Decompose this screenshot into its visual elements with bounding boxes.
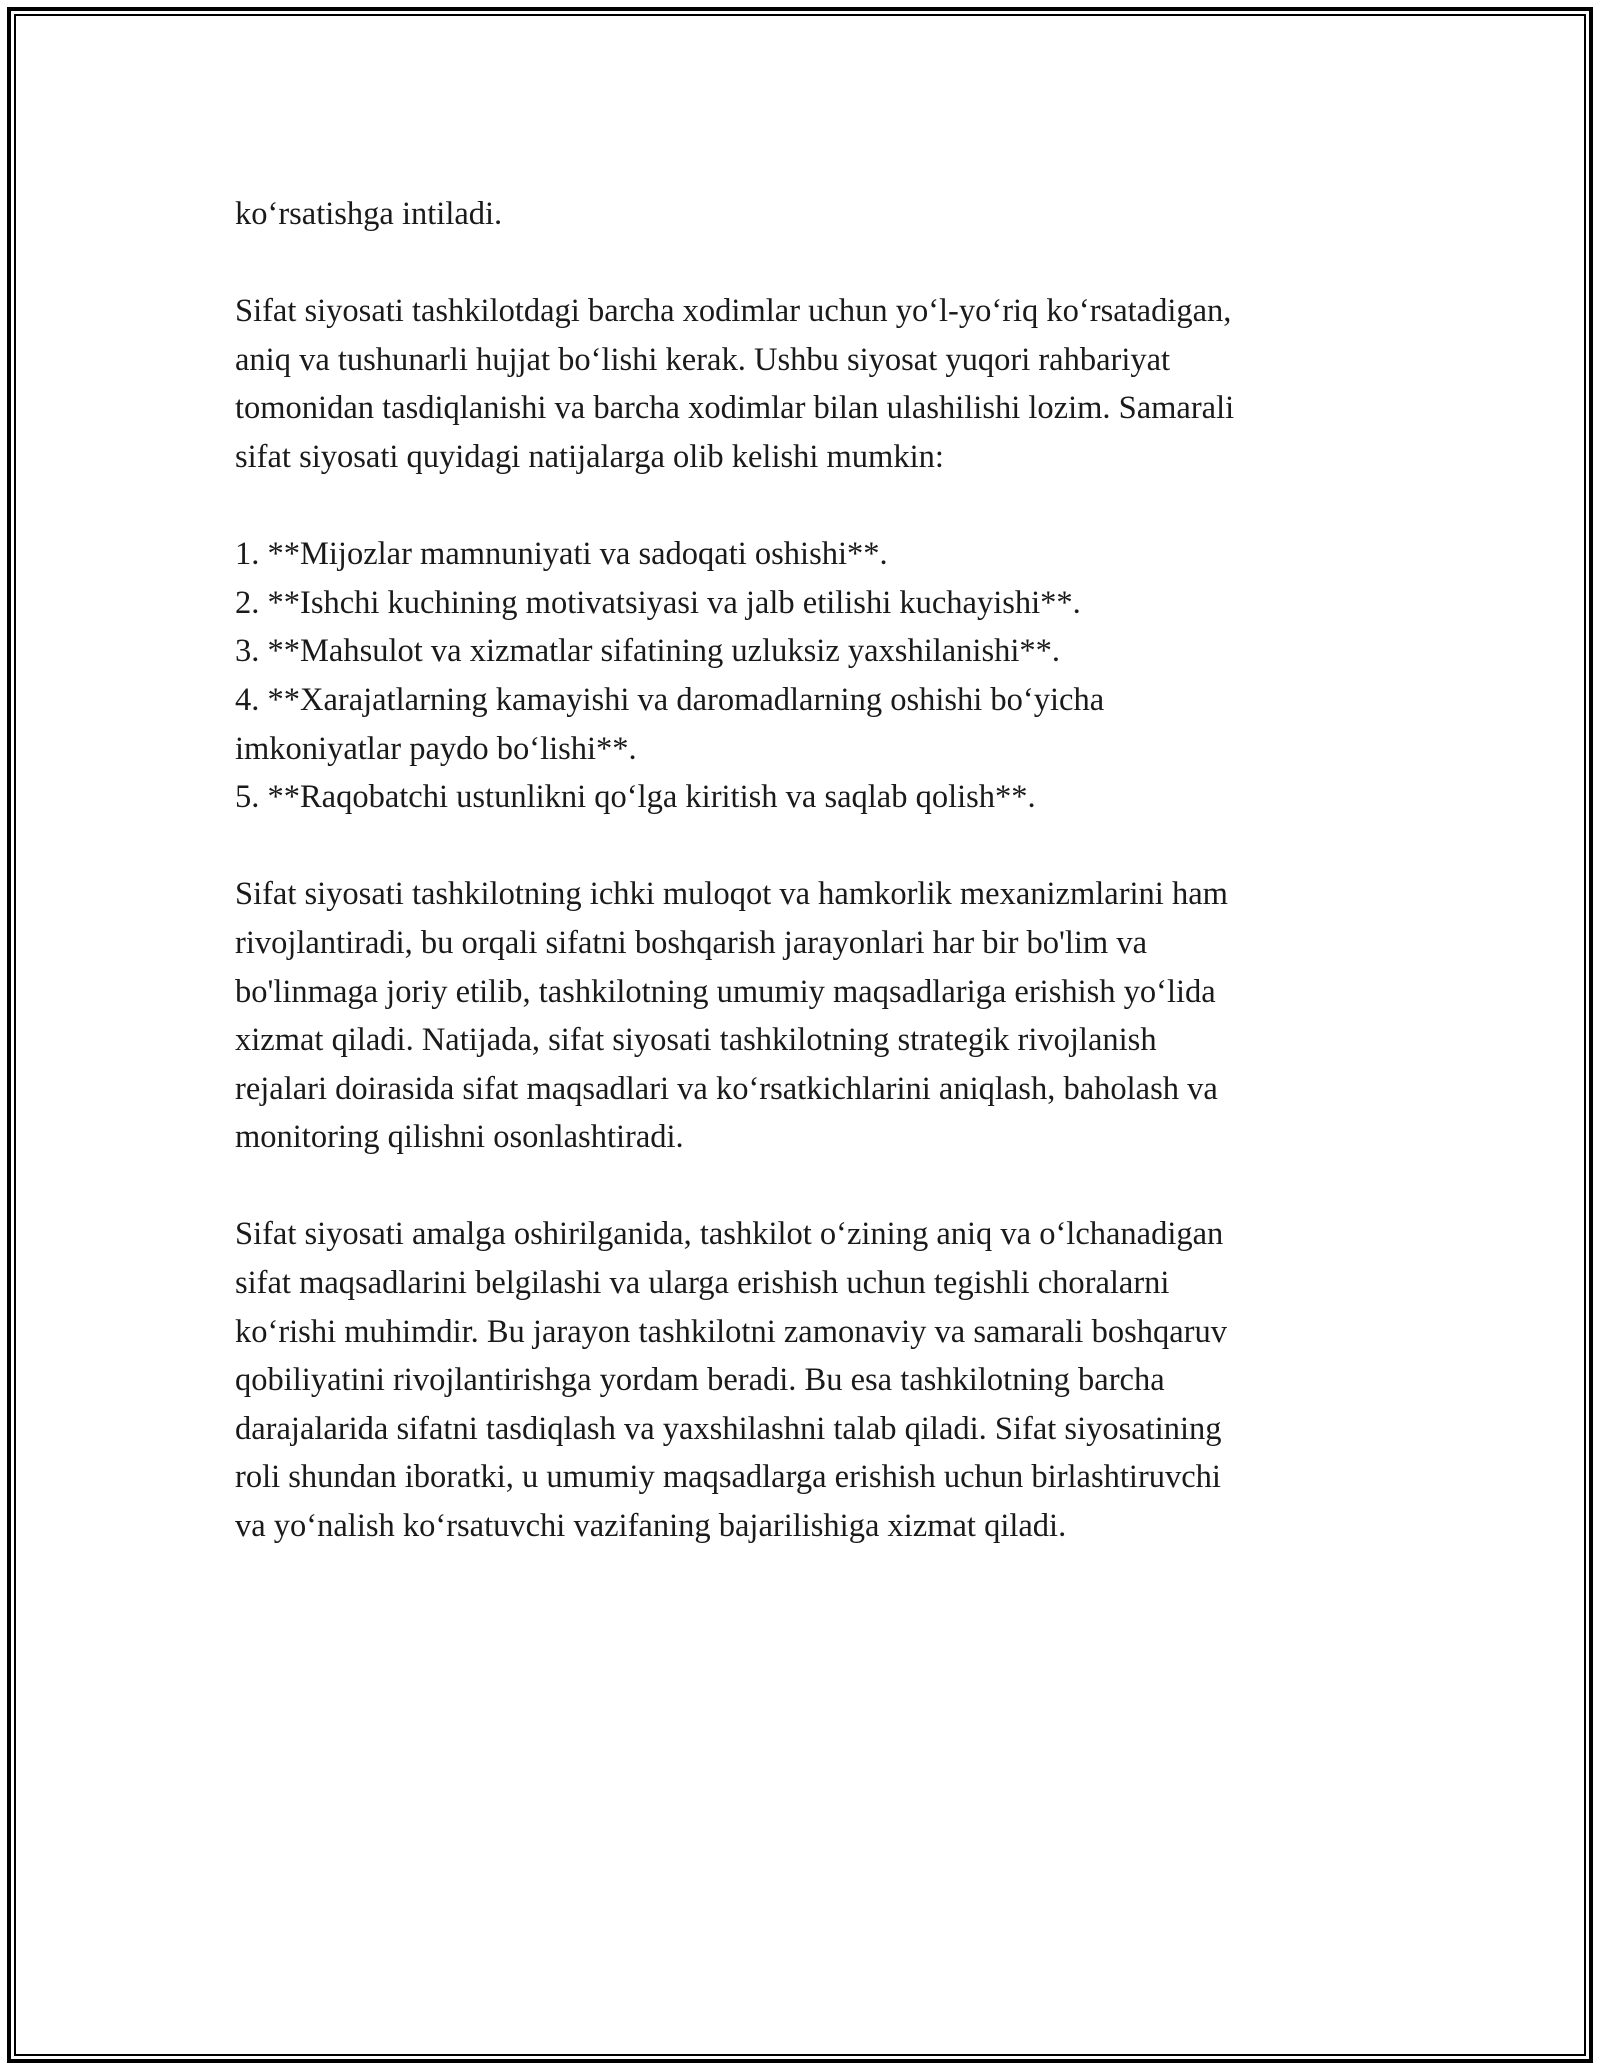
list-item: 1. **Mijozlar mamnuniyati va sadoqati oshishi**. bbox=[235, 536, 888, 573]
list-item: 5. **Raqobatchi ustunlikni qo‘lga kiritish va saqlab qolish**. bbox=[235, 779, 1036, 816]
document-body bbox=[235, 190, 1385, 1599]
list-item: 2. **Ishchi kuchining motivatsiyasi va jalb etilishi kuchayishi**. bbox=[235, 584, 1081, 621]
outcomes-list bbox=[235, 530, 1385, 822]
paragraph-internal-communication: Sifat siyosati tashkilotning ichki muloqot va hamkorlik mexanizmlarini ham rivojlantiradi, bu orqali sifatni boshqarish jarayonlari har bir bo'lim va bo'linmaga joriy etilib, tashkilotning umumiy maqsadlariga erishish yo‘lida xizmat qiladi. Natijada, sifat siyosati tashkilotning strategik rivojlanish rejalari doirasida sifat maqsadlari va ko‘rsatkichlarini aniqlash, baholash va monitoring qilishni osonlashtiradi. bbox=[235, 876, 1228, 1156]
list-item: 3. **Mahsulot va xizmatlar sifatining uzluksiz yaxshilanishi**. bbox=[235, 633, 1061, 670]
opening-line: ko‘rsatishga intiladi. bbox=[235, 196, 503, 232]
paragraph-implementation: Sifat siyosati amalga oshirilganida, tashkilot o‘zining aniq va o‘lchanadigan sifat maqsadlarini belgilashi va ularga erishish uchun tegishli choralarni ko‘rishi muhimdir. Bu jarayon tashkilotni zamonaviy va samarali boshqaruv qobiliyatini rivojlantirishga yordam beradi. Bu esa tashkilotning barcha darajalarida sifatni tasdiqlash va yaxshilashni talab qiladi. Sifat siyosatining roli shundan iboratki, u umumiy maqsadlarga erishish uchun birlashtiruvchi va yo‘nalish ko‘rsatuvchi vazifaning bajarilishiga xizmat qiladi. bbox=[235, 1216, 1227, 1545]
list-item: 4. **Xarajatlarning kamayishi va daromadlarning oshishi bo‘yicha imkoniyatlar paydo bo‘lishi**. bbox=[235, 681, 1105, 767]
paragraph-quality-policy-definition: Sifat siyosati tashkilotdagi barcha xodimlar uchun yo‘l-yo‘riq ko‘rsatadigan, aniq va tushunarli hujjat bo‘lishi kerak. Ushbu siyosat yuqori rahbariyat tomonidan tasdiqlanishi va barcha xodimlar bilan ulashilishi lozim. Samarali sifat siyosati quyidagi natijalarga olib kelishi mumkin: bbox=[235, 293, 1235, 475]
